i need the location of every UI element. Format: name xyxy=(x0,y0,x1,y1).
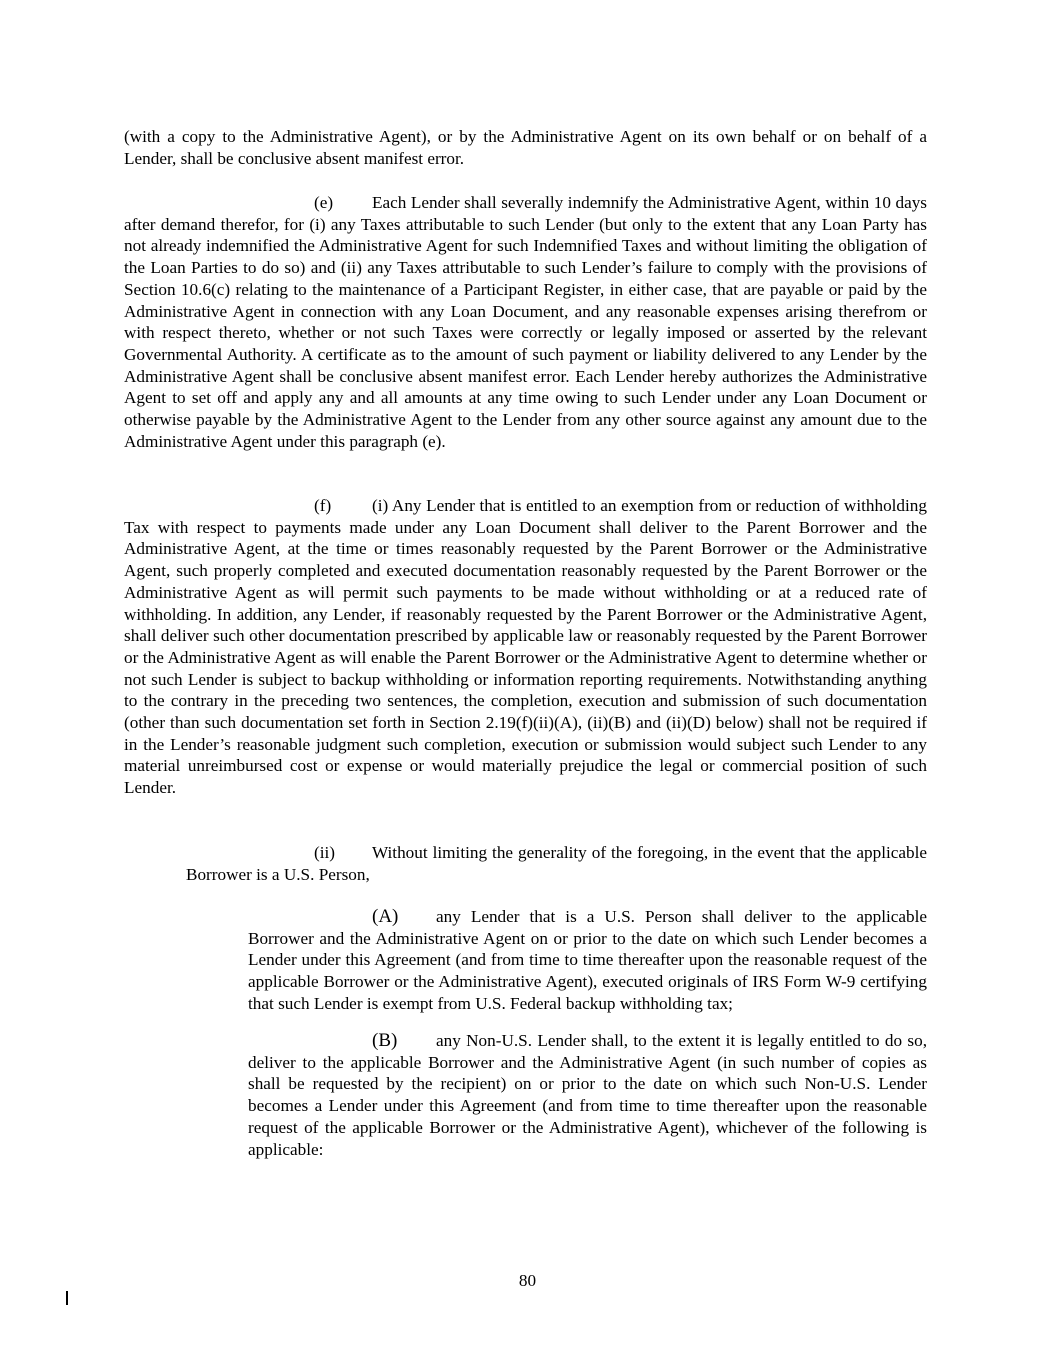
paragraph-ii-text: Without limiting the generality of the foregoing, in the event that the applicable Borrower is a U.S. Person, xyxy=(186,843,927,884)
paragraph-ii xyxy=(186,842,927,885)
paragraph-f xyxy=(124,495,927,799)
paragraph-e xyxy=(124,192,927,452)
paragraph-B-label: (B) xyxy=(372,1030,398,1051)
paragraph-A xyxy=(248,906,927,1015)
paragraph-B xyxy=(248,1030,927,1160)
paragraph-f-label: (f) xyxy=(314,496,332,515)
paragraph-text: (with a copy to the Administrative Agent), or by the Administrative Agent on its own behalf or on behalf of a Lender, shall be conclusive absent manifest error. xyxy=(124,127,927,168)
revision-change-bar xyxy=(66,1291,68,1305)
paragraph-e-label: (e) xyxy=(314,193,334,212)
paragraph-ii-label: (ii) xyxy=(314,843,335,862)
page-number: 80 xyxy=(518,1271,537,1290)
paragraph-A-text: any Lender that is a U.S. Person shall deliver to the applicable Borrower and the Administrative Agent on or prior to the date on which such Lender becomes a Lender under this Agreement (and from time to time thereafter upon the reasonable request of the applicable Borrower or the Administrative Agent), executed originals of IRS Form W-9 certifying that such Lender is exempt from U.S. Federal backup withholding tax; xyxy=(248,907,927,1013)
paragraph-e-text: Each Lender shall severally indemnify the Administrative Agent, within 10 days after demand therefor, for (i) any Taxes attributable to such Lender (but only to the extent that any Loan Party has not already indemnified the Administrative Agent for such Indemnified Taxes and without limiting the obligation of the Loan Parties to do so) and (ii) any Taxes attributable to such Lender’s failure to comply with the provisions of Section 10.6(c) relating to the maintenance of a Participant Register, in either case, that are payable or paid by the Administrative Agent in connection with any Loan Document, and any reasonable expenses arising therefrom or with respect thereto, whether or not such Taxes were correctly or legally imposed or asserted by the relevant Governmental Authority. A certificate as to the amount of such payment or liability delivered to any Lender by the Administrative Agent shall be conclusive absent manifest error. Each Lender hereby authorizes the Administrative Agent to set off and apply any and all amounts at any time owing to such Lender under any Loan Document or otherwise payable by the Administrative Agent to the Lender from any other source against any amount due to the Administrative Agent under this paragraph (e). xyxy=(124,193,927,451)
paragraph-B-text: any Non-U.S. Lender shall, to the extent it is legally entitled to do so, deliver to the applicable Borrower and the Administrative Agent (in such number of copies as shall be requested by the recipient) on or prior to the date on which such Non-U.S. Lender becomes a Lender under this Agreement (and from time to time thereafter upon the reasonable request of the applicable Borrower or the Administrative Agent), whichever of the following is applicable: xyxy=(248,1031,927,1159)
paragraph-A-label: (A) xyxy=(372,906,399,927)
paragraph-continuation xyxy=(124,126,927,169)
paragraph-f-text: (i) Any Lender that is entitled to an exemption from or reduction of withholding Tax with respect to payments made under any Loan Document shall deliver to the Parent Borrower and the Administrative Agent, at the time or times reasonably requested by the Parent Borrower or the Administrative Agent, such properly completed and executed documentation reasonably requested by the Parent Borrower or the Administrative Agent as will permit such payments to be made without withholding or at a reduced rate of withholding. In addition, any Lender, if reasonably requested by the Parent Borrower or the Administrative Agent, shall deliver such other documentation prescribed by applicable law or reasonably requested by the Parent Borrower or the Administrative Agent as will enable the Parent Borrower or the Administrative Agent to determine whether or not such Lender is subject to backup withholding or information reporting requirements. Notwithstanding anything to the contrary in the preceding two sentences, the completion, execution and submission of such documentation (other than such documentation set forth in Section 2.19(f)(ii)(A), (ii)(B) and (ii)(D) below) shall not be required if in the Lender’s reasonable judgment such completion, execution or submission would subject such Lender to any material unreimbursed cost or expense or would materially prejudice the legal or commercial position of such Lender. xyxy=(124,496,927,798)
